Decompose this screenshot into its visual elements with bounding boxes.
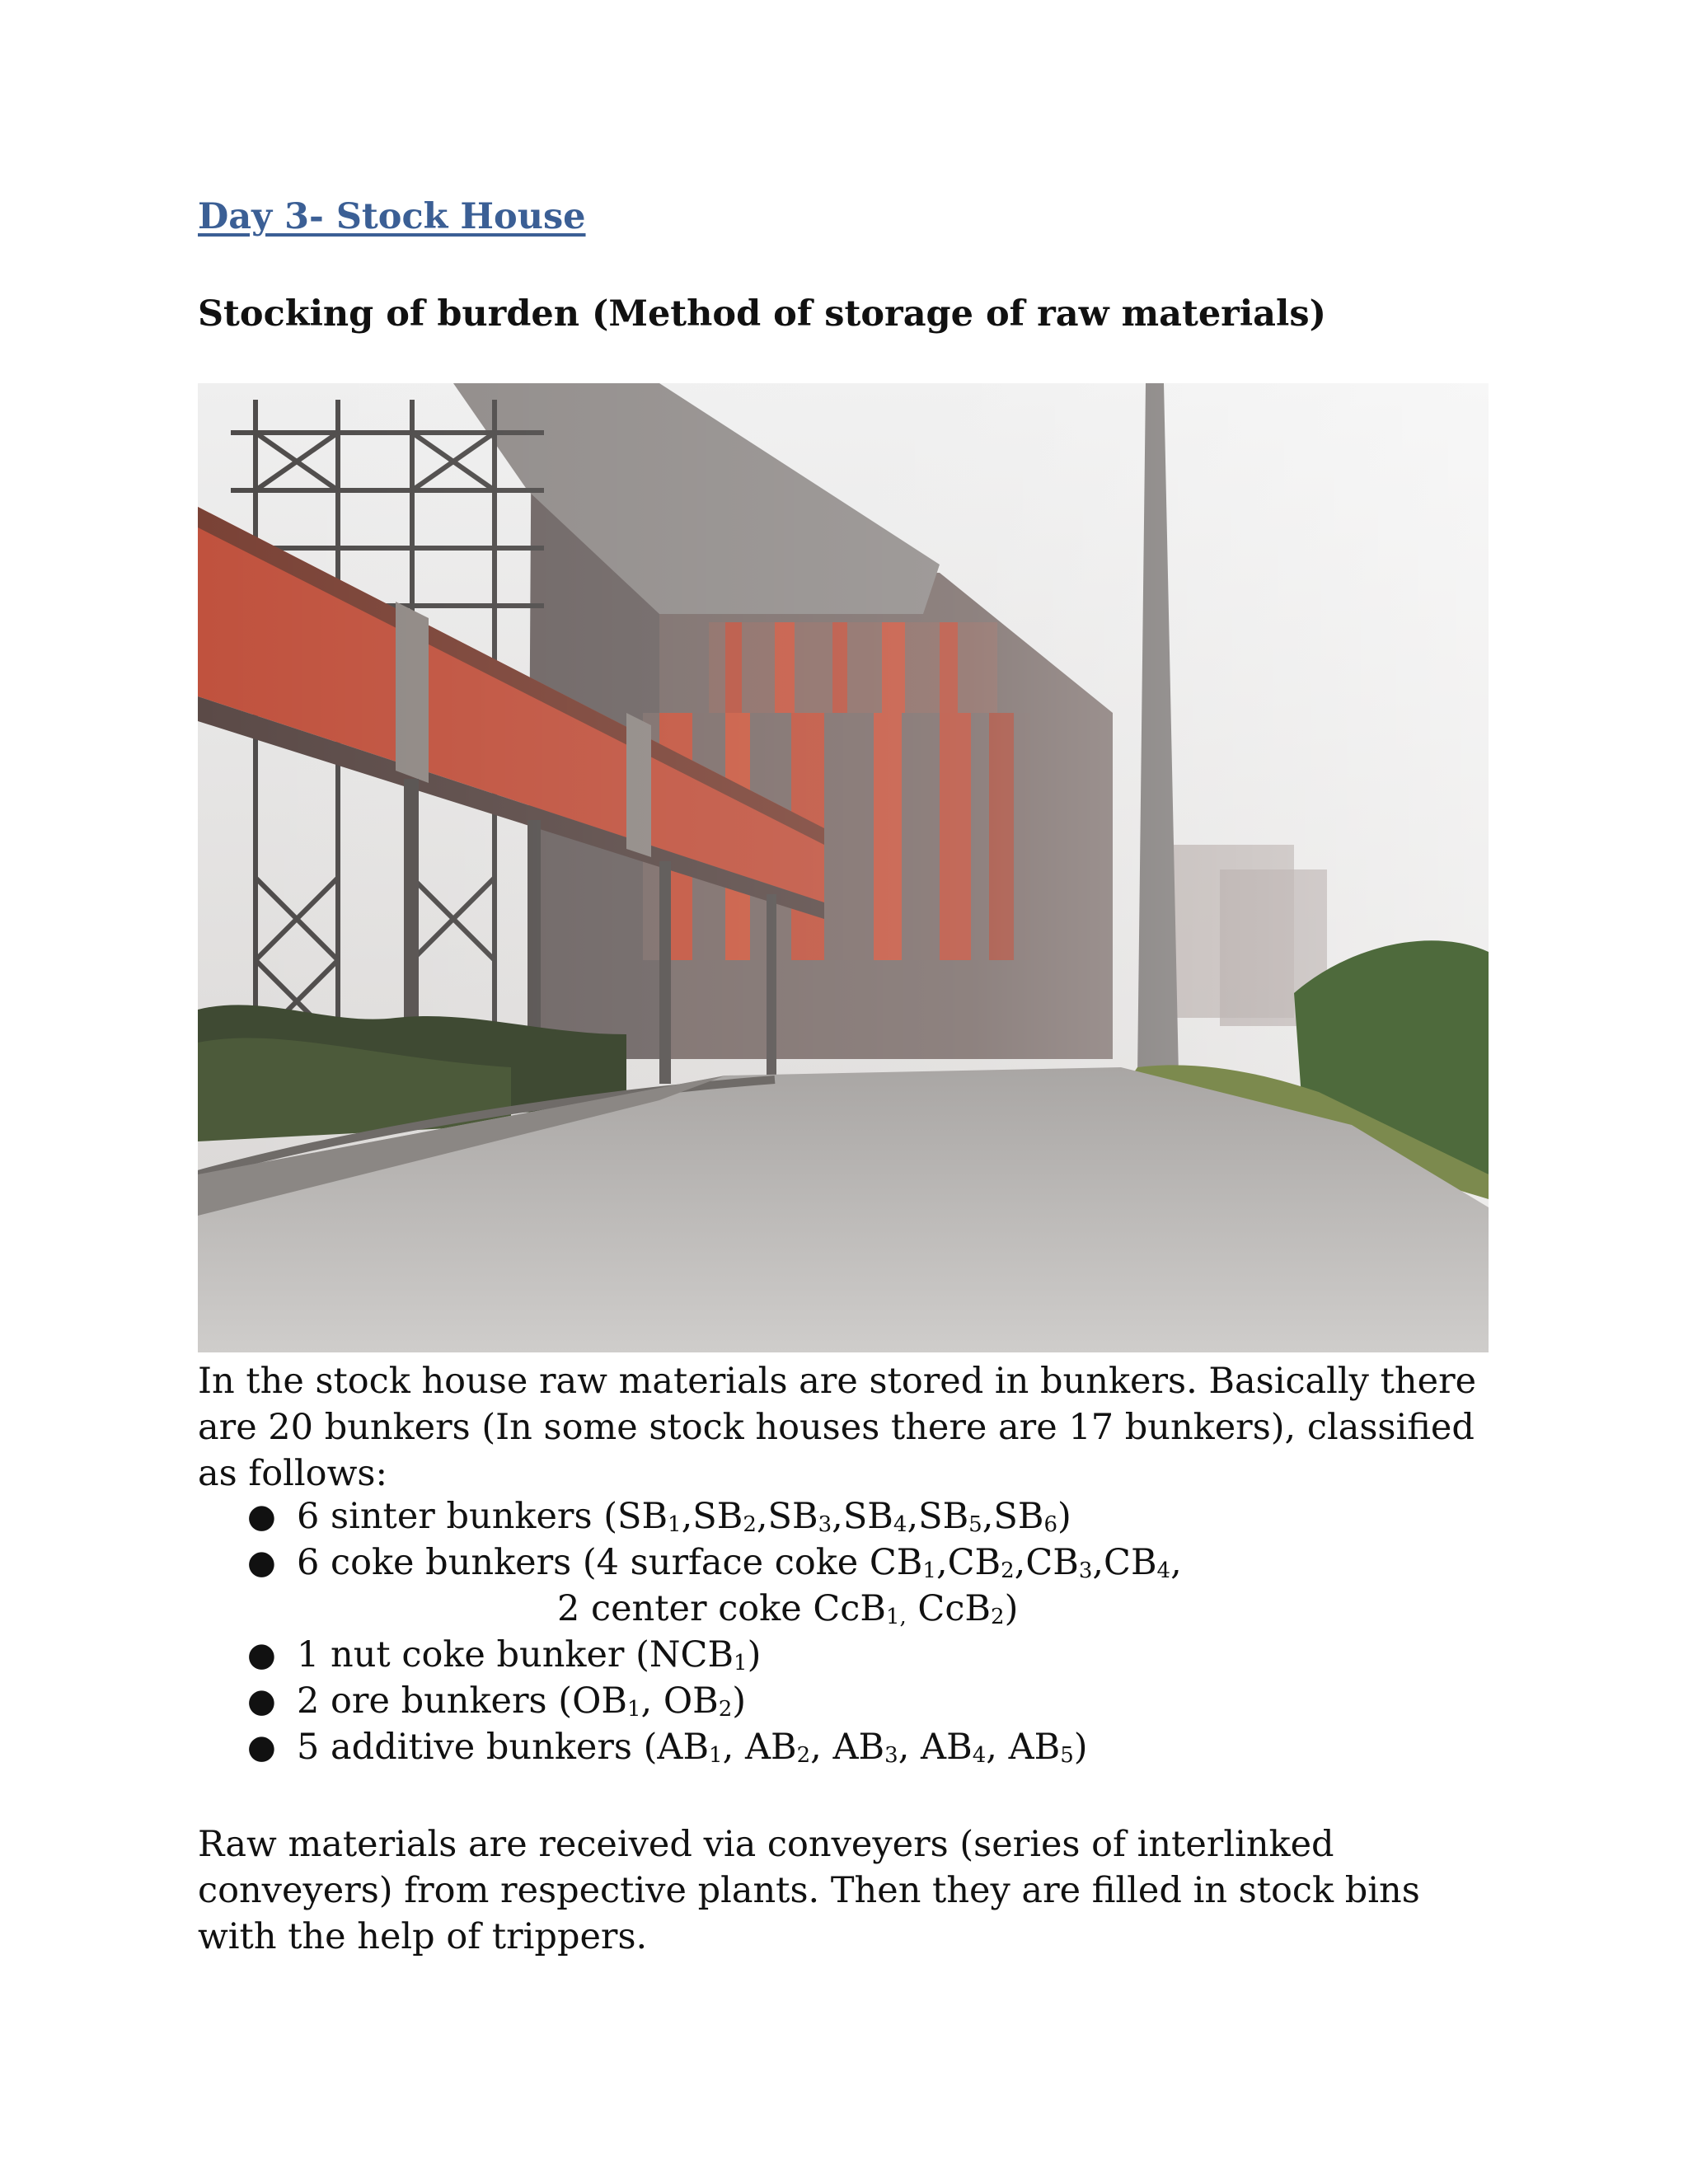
list-item-continuation: 2 center coke CcB$_{1,}$ CcB$_2$): [557, 1588, 1019, 1629]
subscript: 1: [734, 1651, 748, 1675]
subscript: 4: [972, 1743, 987, 1768]
subscript: 5: [968, 1512, 982, 1537]
stock-house-illustration: [198, 383, 1489, 1352]
list-item: [198, 1724, 1182, 1770]
bullet-icon: ●: [247, 1497, 276, 1535]
subscript: 2: [743, 1512, 757, 1537]
subscript: 2: [718, 1697, 733, 1722]
subscript: 1,: [885, 1605, 907, 1629]
list-item: [198, 1540, 1182, 1632]
intro-paragraph: In the stock house raw materials are stored in bunkers. Basically there are 20 bunkers (In some stock houses there are 17 bunkers), classified as follows:: [198, 1361, 1477, 1494]
subscript: 5: [1060, 1743, 1074, 1768]
list-item-text: 6 coke bunkers (4 surface coke $CB_1,CB_2,CB_3,CB_4$,: [297, 1542, 1182, 1583]
subscript: 1: [709, 1743, 723, 1768]
subscript: 2: [1001, 1558, 1015, 1583]
subscript: 3: [818, 1512, 832, 1537]
subscript: 2: [796, 1743, 811, 1768]
list-item-text: 2 ore bunkers ($OB_1$, $OB_2$): [297, 1680, 747, 1722]
subscript: 4: [1156, 1558, 1171, 1583]
page-heading[interactable]: Day 3- Stock House: [198, 196, 586, 237]
subscript: 4: [893, 1512, 907, 1537]
subscript: 1: [922, 1558, 936, 1583]
subscript: 2: [991, 1605, 1005, 1629]
list-item-text: 6 sinter bunkers $(SB_1,SB_2,SB_3,SB_4,SB_5,SB_6)$: [297, 1496, 1071, 1537]
bullet-icon: ●: [247, 1544, 276, 1582]
subscript: 6: [1043, 1512, 1057, 1537]
subscript: 1: [626, 1697, 641, 1722]
bullet-icon: ●: [247, 1636, 276, 1674]
stock-house-photo: [198, 383, 1489, 1352]
subscript: 3: [1078, 1558, 1093, 1583]
bullet-icon: ●: [247, 1728, 276, 1766]
list-item: [198, 1678, 1182, 1724]
subscript: 1: [668, 1512, 682, 1537]
list-item: [198, 1632, 1182, 1678]
section-subheading: Stocking of burden (Method of storage of raw materials): [198, 293, 1326, 335]
bullet-icon: ●: [247, 1682, 276, 1720]
bunker-list: [198, 1493, 1182, 1770]
list-item: [198, 1493, 1182, 1540]
subscript: 3: [884, 1743, 898, 1768]
list-item-text: 1 nut coke bunker $(NCB_1)$: [297, 1634, 762, 1675]
list-item-text: 5 additive bunkers ($AB_1$, $AB_2$, $AB_3$, $AB_4$, $AB_5$): [297, 1727, 1088, 1768]
closing-paragraph: Raw materials are received via conveyers (series of interlinked conveyers) from respective plants. Then they are filled in stock bins with the help of trippers.: [198, 1824, 1420, 1957]
